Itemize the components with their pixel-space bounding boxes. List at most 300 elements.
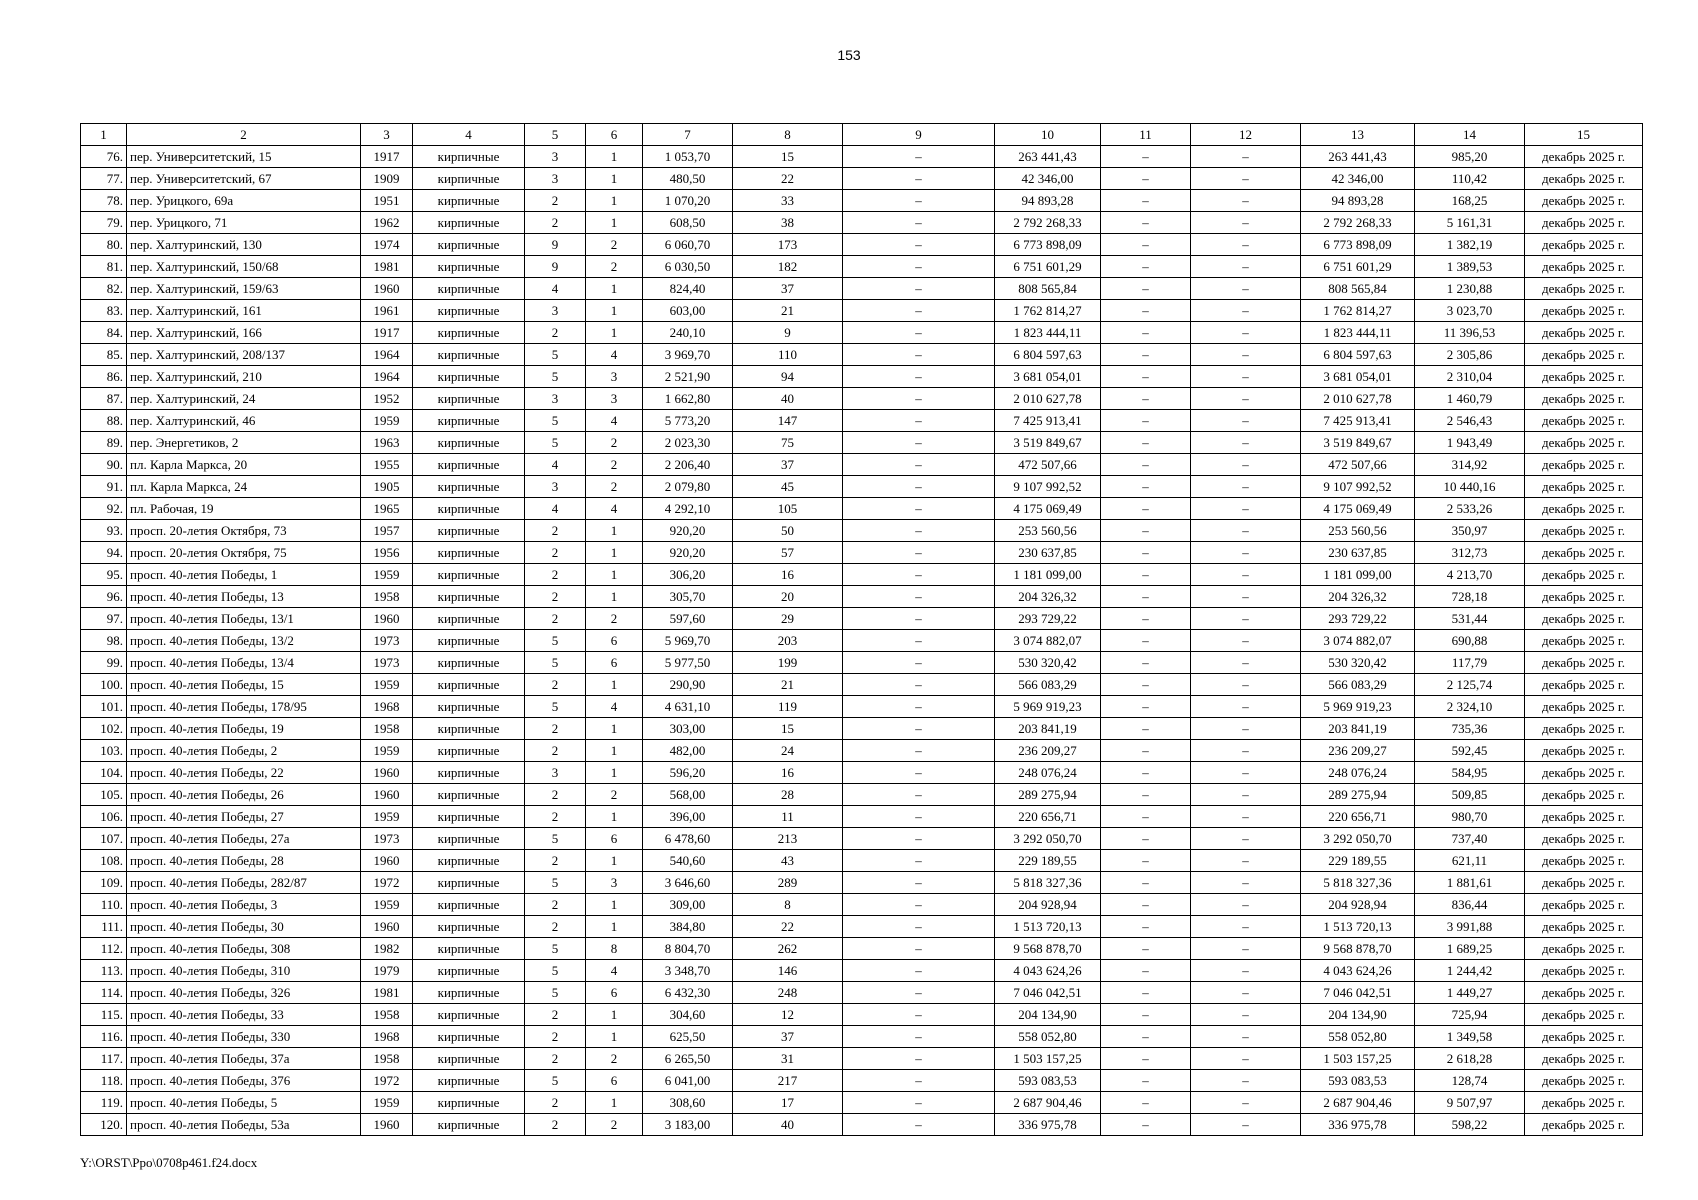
table-cell: 230 637,85 [995, 542, 1101, 564]
table-cell: 985,20 [1415, 146, 1525, 168]
table-cell: 75 [733, 432, 843, 454]
table-cell: декабрь 2025 г. [1525, 256, 1643, 278]
table-cell: – [1101, 212, 1191, 234]
table-cell: 6 751 601,29 [1301, 256, 1415, 278]
table-cell: 808 565,84 [995, 278, 1101, 300]
table-cell: 128,74 [1415, 1070, 1525, 1092]
table-cell: 1960 [361, 916, 413, 938]
table-cell: – [843, 234, 995, 256]
table-cell: – [1101, 894, 1191, 916]
table-row [81, 168, 1643, 190]
table-cell: – [1101, 542, 1191, 564]
table-cell: 1 [586, 850, 643, 872]
table-cell: 1968 [361, 696, 413, 718]
table-cell: декабрь 2025 г. [1525, 674, 1643, 696]
table-cell: 2 310,04 [1415, 366, 1525, 388]
table-cell: 9 568 878,70 [1301, 938, 1415, 960]
table-cell: 106. [81, 806, 127, 828]
table-cell: 2 792 268,33 [1301, 212, 1415, 234]
table-cell: 1 [586, 1092, 643, 1114]
table-cell: 6 [586, 982, 643, 1004]
table-cell: 1 230,88 [1415, 278, 1525, 300]
table-cell: – [1101, 762, 1191, 784]
table-cell: 11 396,53 [1415, 322, 1525, 344]
table-cell: кирпичные [413, 234, 525, 256]
table-cell: декабрь 2025 г. [1525, 564, 1643, 586]
table-cell: 1958 [361, 586, 413, 608]
table-cell: кирпичные [413, 146, 525, 168]
table-cell: – [1101, 564, 1191, 586]
table-cell: 94. [81, 542, 127, 564]
table-cell: – [843, 278, 995, 300]
table-cell: декабрь 2025 г. [1525, 212, 1643, 234]
table-cell: 1 [586, 146, 643, 168]
table-cell: кирпичные [413, 300, 525, 322]
table-cell: – [1191, 234, 1301, 256]
table-cell: 45 [733, 476, 843, 498]
table-cell: 110. [81, 894, 127, 916]
table-cell: – [1101, 586, 1191, 608]
table-cell: 6 265,50 [643, 1048, 733, 1070]
table-cell: 1981 [361, 982, 413, 1004]
table-cell: 90. [81, 454, 127, 476]
table-cell: декабрь 2025 г. [1525, 1070, 1643, 1092]
table-cell: – [1191, 498, 1301, 520]
table-cell: 1960 [361, 784, 413, 806]
table-row [81, 1092, 1643, 1114]
table-cell: кирпичные [413, 938, 525, 960]
table-cell: 1 [586, 212, 643, 234]
table-row [81, 894, 1643, 916]
table-cell: 1960 [361, 1114, 413, 1136]
table-cell: – [1191, 674, 1301, 696]
table-cell: 5 [525, 652, 586, 674]
table-cell: 108. [81, 850, 127, 872]
table-cell: 509,85 [1415, 784, 1525, 806]
table-cell: 289 275,94 [1301, 784, 1415, 806]
table-cell: – [1101, 366, 1191, 388]
table-cell: 5 [525, 938, 586, 960]
table-cell: 1952 [361, 388, 413, 410]
table-cell: кирпичные [413, 696, 525, 718]
table-cell: 97. [81, 608, 127, 630]
table-row [81, 1114, 1643, 1136]
table-cell: 111. [81, 916, 127, 938]
table-cell: 472 507,66 [995, 454, 1101, 476]
table-cell: 6 804 597,63 [1301, 344, 1415, 366]
table-cell: – [1191, 828, 1301, 850]
table-cell: – [843, 916, 995, 938]
table-cell: 204 928,94 [1301, 894, 1415, 916]
table-cell: 28 [733, 784, 843, 806]
table-cell: 7 046 042,51 [995, 982, 1101, 1004]
table-cell: – [843, 542, 995, 564]
table-cell: – [1191, 850, 1301, 872]
table-cell: кирпичные [413, 652, 525, 674]
table-cell: – [1101, 432, 1191, 454]
table-cell: 4 631,10 [643, 696, 733, 718]
table-cell: – [843, 784, 995, 806]
table-cell: 1917 [361, 322, 413, 344]
table-cell: 1 [586, 322, 643, 344]
table-cell: – [1191, 1114, 1301, 1136]
table-cell: 558 052,80 [995, 1026, 1101, 1048]
table-cell: 248 076,24 [995, 762, 1101, 784]
table-cell: 204 134,90 [1301, 1004, 1415, 1026]
table-cell: 94 893,28 [1301, 190, 1415, 212]
table-cell: 2 [525, 894, 586, 916]
table-cell: просп. 40-летия Победы, 2 [127, 740, 361, 762]
table-cell: 1959 [361, 674, 413, 696]
column-number-header: 2 [127, 124, 361, 146]
table-cell: – [1191, 564, 1301, 586]
table-cell: пер. Халтуринский, 130 [127, 234, 361, 256]
table-cell: 173 [733, 234, 843, 256]
table-cell: – [843, 674, 995, 696]
table-cell: 1 513 720,13 [995, 916, 1101, 938]
table-cell: 3 519 849,67 [995, 432, 1101, 454]
table-cell: кирпичные [413, 1092, 525, 1114]
table-cell: 1 [586, 300, 643, 322]
table-cell: декабрь 2025 г. [1525, 454, 1643, 476]
table-cell: 920,20 [643, 542, 733, 564]
table-cell: 303,00 [643, 718, 733, 740]
table-row [81, 828, 1643, 850]
table-row [81, 454, 1643, 476]
table-cell: 3 074 882,07 [1301, 630, 1415, 652]
table-cell: 37 [733, 454, 843, 476]
table-cell: 3 [586, 366, 643, 388]
table-cell: 596,20 [643, 762, 733, 784]
table-cell: декабрь 2025 г. [1525, 322, 1643, 344]
table-cell: 6 [586, 1070, 643, 1092]
table-cell: 2 [525, 542, 586, 564]
table-row [81, 410, 1643, 432]
table-cell: 168,25 [1415, 190, 1525, 212]
table-cell: просп. 40-летия Победы, 13/2 [127, 630, 361, 652]
table-row [81, 1070, 1643, 1092]
table-cell: декабрь 2025 г. [1525, 146, 1643, 168]
table-row [81, 476, 1643, 498]
table-cell: 5 [525, 366, 586, 388]
table-cell: 568,00 [643, 784, 733, 806]
table-cell: просп. 40-летия Победы, 30 [127, 916, 361, 938]
table-cell: декабрь 2025 г. [1525, 784, 1643, 806]
table-cell: – [1101, 256, 1191, 278]
table-cell: – [1101, 520, 1191, 542]
table-cell: декабрь 2025 г. [1525, 542, 1643, 564]
table-cell: 89. [81, 432, 127, 454]
table-cell: 117,79 [1415, 652, 1525, 674]
table-row [81, 630, 1643, 652]
table-cell: 203 841,19 [995, 718, 1101, 740]
table-cell: 1959 [361, 806, 413, 828]
table-cell: кирпичные [413, 542, 525, 564]
table-cell: 2 533,26 [1415, 498, 1525, 520]
table-cell: 4 [525, 454, 586, 476]
table-cell: 1 [586, 520, 643, 542]
table-cell: декабрь 2025 г. [1525, 168, 1643, 190]
table-cell: 1 [586, 806, 643, 828]
table-cell: 1951 [361, 190, 413, 212]
table-cell: кирпичные [413, 190, 525, 212]
column-number-header: 11 [1101, 124, 1191, 146]
table-cell: – [1191, 300, 1301, 322]
table-cell: 2 010 627,78 [995, 388, 1101, 410]
table-row [81, 806, 1643, 828]
table-cell: – [1191, 256, 1301, 278]
table-cell: 9 568 878,70 [995, 938, 1101, 960]
column-number-header: 15 [1525, 124, 1643, 146]
table-cell: – [1191, 542, 1301, 564]
table-cell: 2 [525, 564, 586, 586]
table-cell: 603,00 [643, 300, 733, 322]
table-cell: – [843, 520, 995, 542]
table-cell: – [1101, 388, 1191, 410]
table-cell: декабрь 2025 г. [1525, 850, 1643, 872]
table-cell: 102. [81, 718, 127, 740]
table-cell: 3 [586, 872, 643, 894]
table-cell: 608,50 [643, 212, 733, 234]
table-cell: 735,36 [1415, 718, 1525, 740]
table-cell: 5 [525, 630, 586, 652]
column-number-header: 8 [733, 124, 843, 146]
table-cell: 1 503 157,25 [995, 1048, 1101, 1070]
table-cell: 1 070,20 [643, 190, 733, 212]
table-cell: декабрь 2025 г. [1525, 938, 1643, 960]
table-cell: 20 [733, 586, 843, 608]
table-cell: 306,20 [643, 564, 733, 586]
table-cell: 104. [81, 762, 127, 784]
table-cell: 1958 [361, 1048, 413, 1070]
table-row [81, 520, 1643, 542]
table-cell: кирпичные [413, 322, 525, 344]
table-cell: кирпичные [413, 1026, 525, 1048]
table-cell: декабрь 2025 г. [1525, 960, 1643, 982]
table-row [81, 498, 1643, 520]
table-cell: 103. [81, 740, 127, 762]
table-cell: декабрь 2025 г. [1525, 190, 1643, 212]
table-cell: – [1191, 652, 1301, 674]
table-cell: 85. [81, 344, 127, 366]
table-cell: пер. Университетский, 67 [127, 168, 361, 190]
table-cell: 6 773 898,09 [995, 234, 1101, 256]
table-row [81, 300, 1643, 322]
table-cell: декабрь 2025 г. [1525, 828, 1643, 850]
table-cell: 2 [586, 784, 643, 806]
table-cell: – [1191, 410, 1301, 432]
table-cell: 94 [733, 366, 843, 388]
table-cell: 1972 [361, 1070, 413, 1092]
table-cell: пл. Карла Маркса, 24 [127, 476, 361, 498]
table-cell: декабрь 2025 г. [1525, 586, 1643, 608]
table-cell: 2 [586, 1114, 643, 1136]
table-cell: – [843, 828, 995, 850]
table-cell: – [1191, 212, 1301, 234]
table-cell: 7 425 913,41 [995, 410, 1101, 432]
table-cell: декабрь 2025 г. [1525, 498, 1643, 520]
table-cell: 37 [733, 278, 843, 300]
table-cell: 1981 [361, 256, 413, 278]
table-row [81, 960, 1643, 982]
table-cell: пер. Халтуринский, 150/68 [127, 256, 361, 278]
table-cell: декабрь 2025 г. [1525, 300, 1643, 322]
table-cell: 57 [733, 542, 843, 564]
table-cell: 1 503 157,25 [1301, 1048, 1415, 1070]
table-cell: – [843, 454, 995, 476]
table-row [81, 190, 1643, 212]
table-cell: – [1191, 982, 1301, 1004]
table-cell: 621,11 [1415, 850, 1525, 872]
table-cell: – [843, 410, 995, 432]
table-cell: 229 189,55 [995, 850, 1101, 872]
table-cell: 808 565,84 [1301, 278, 1415, 300]
table-cell: 236 209,27 [1301, 740, 1415, 762]
table-cell: 1 [586, 762, 643, 784]
column-number-header: 7 [643, 124, 733, 146]
table-cell: 1973 [361, 630, 413, 652]
table-row [81, 212, 1643, 234]
table-cell: – [1191, 894, 1301, 916]
table-cell: 1 [586, 190, 643, 212]
column-number-row [81, 124, 1643, 146]
table-cell: 6 030,50 [643, 256, 733, 278]
table-cell: просп. 40-летия Победы, 28 [127, 850, 361, 872]
table-cell: 10 440,16 [1415, 476, 1525, 498]
table-cell: 101. [81, 696, 127, 718]
table-cell: 480,50 [643, 168, 733, 190]
table-cell: – [1101, 872, 1191, 894]
table-cell: 2 [525, 718, 586, 740]
table-cell: просп. 40-летия Победы, 13/1 [127, 608, 361, 630]
table-cell: декабрь 2025 г. [1525, 1092, 1643, 1114]
table-cell: – [1191, 454, 1301, 476]
table-cell: – [843, 432, 995, 454]
table-cell: 2 [525, 806, 586, 828]
table-cell: 15 [733, 718, 843, 740]
table-cell: – [1101, 630, 1191, 652]
table-cell: 1959 [361, 740, 413, 762]
table-cell: 240,10 [643, 322, 733, 344]
table-cell: – [1191, 190, 1301, 212]
table-cell: 6 [586, 828, 643, 850]
table-cell: 248 [733, 982, 843, 1004]
column-number-header: 1 [81, 124, 127, 146]
table-cell: 6 [586, 652, 643, 674]
table-cell: 1905 [361, 476, 413, 498]
table-cell: 88. [81, 410, 127, 432]
table-cell: – [1101, 410, 1191, 432]
table-cell: 3 [525, 168, 586, 190]
table-cell: – [1101, 674, 1191, 696]
table-cell: 8 [733, 894, 843, 916]
table-cell: 263 441,43 [1301, 146, 1415, 168]
table-row [81, 608, 1643, 630]
table-cell: кирпичные [413, 212, 525, 234]
table-cell: 7 425 913,41 [1301, 410, 1415, 432]
table-cell: декабрь 2025 г. [1525, 630, 1643, 652]
table-cell: 4 213,70 [1415, 564, 1525, 586]
table-cell: просп. 40-летия Победы, 22 [127, 762, 361, 784]
table-cell: 5 [525, 1070, 586, 1092]
table-cell: 1960 [361, 278, 413, 300]
table-cell: – [1191, 168, 1301, 190]
table-cell: декабрь 2025 г. [1525, 1026, 1643, 1048]
table-cell: 2 [525, 850, 586, 872]
table-cell: 2 [525, 740, 586, 762]
table-cell: 119 [733, 696, 843, 718]
table-cell: 1 [586, 894, 643, 916]
table-cell: 2 [525, 1004, 586, 1026]
table-cell: – [843, 982, 995, 1004]
table-cell: просп. 40-летия Победы, 13 [127, 586, 361, 608]
table-cell: декабрь 2025 г. [1525, 806, 1643, 828]
table-cell: 42 346,00 [995, 168, 1101, 190]
table-cell: декабрь 2025 г. [1525, 1004, 1643, 1026]
table-cell: 115. [81, 1004, 127, 1026]
table-cell: 3 991,88 [1415, 916, 1525, 938]
table-cell: – [1191, 388, 1301, 410]
table-row [81, 366, 1643, 388]
table-row [81, 146, 1643, 168]
table-cell: 625,50 [643, 1026, 733, 1048]
table-cell: 110 [733, 344, 843, 366]
table-row [81, 564, 1643, 586]
table-cell: декабрь 2025 г. [1525, 872, 1643, 894]
table-cell: 2 [586, 234, 643, 256]
table-cell: 4 [586, 498, 643, 520]
table-cell: 79. [81, 212, 127, 234]
table-cell: кирпичные [413, 630, 525, 652]
table-cell: декабрь 2025 г. [1525, 696, 1643, 718]
table-cell: – [843, 168, 995, 190]
table-cell: – [1191, 1092, 1301, 1114]
table-cell: кирпичные [413, 520, 525, 542]
table-cell: – [1191, 146, 1301, 168]
table-cell: просп. 40-летия Победы, 308 [127, 938, 361, 960]
table-cell: кирпичные [413, 366, 525, 388]
table-cell: кирпичные [413, 1114, 525, 1136]
table-cell: – [1101, 1070, 1191, 1092]
table-row [81, 872, 1643, 894]
column-number-header: 6 [586, 124, 643, 146]
table-cell: – [1191, 278, 1301, 300]
table-cell: просп. 20-летия Октября, 73 [127, 520, 361, 542]
table-cell: 38 [733, 212, 843, 234]
table-cell: 4 [586, 696, 643, 718]
table-cell: 1 181 099,00 [1301, 564, 1415, 586]
table-cell: – [1101, 300, 1191, 322]
table-cell: 262 [733, 938, 843, 960]
table-cell: 98. [81, 630, 127, 652]
table-cell: 17 [733, 1092, 843, 1114]
table-cell: кирпичные [413, 476, 525, 498]
table-cell: 95. [81, 564, 127, 586]
table-cell: 3 [525, 146, 586, 168]
table-cell: – [1101, 784, 1191, 806]
table-cell: 1 389,53 [1415, 256, 1525, 278]
table-cell: 350,97 [1415, 520, 1525, 542]
table-cell: кирпичные [413, 762, 525, 784]
table-cell: просп. 40-летия Победы, 376 [127, 1070, 361, 1092]
table-cell: 1968 [361, 1026, 413, 1048]
table-cell: – [1191, 762, 1301, 784]
table-row [81, 1048, 1643, 1070]
table-cell: – [843, 740, 995, 762]
table-cell: кирпичные [413, 718, 525, 740]
table-cell: – [843, 938, 995, 960]
table-cell: 1959 [361, 410, 413, 432]
